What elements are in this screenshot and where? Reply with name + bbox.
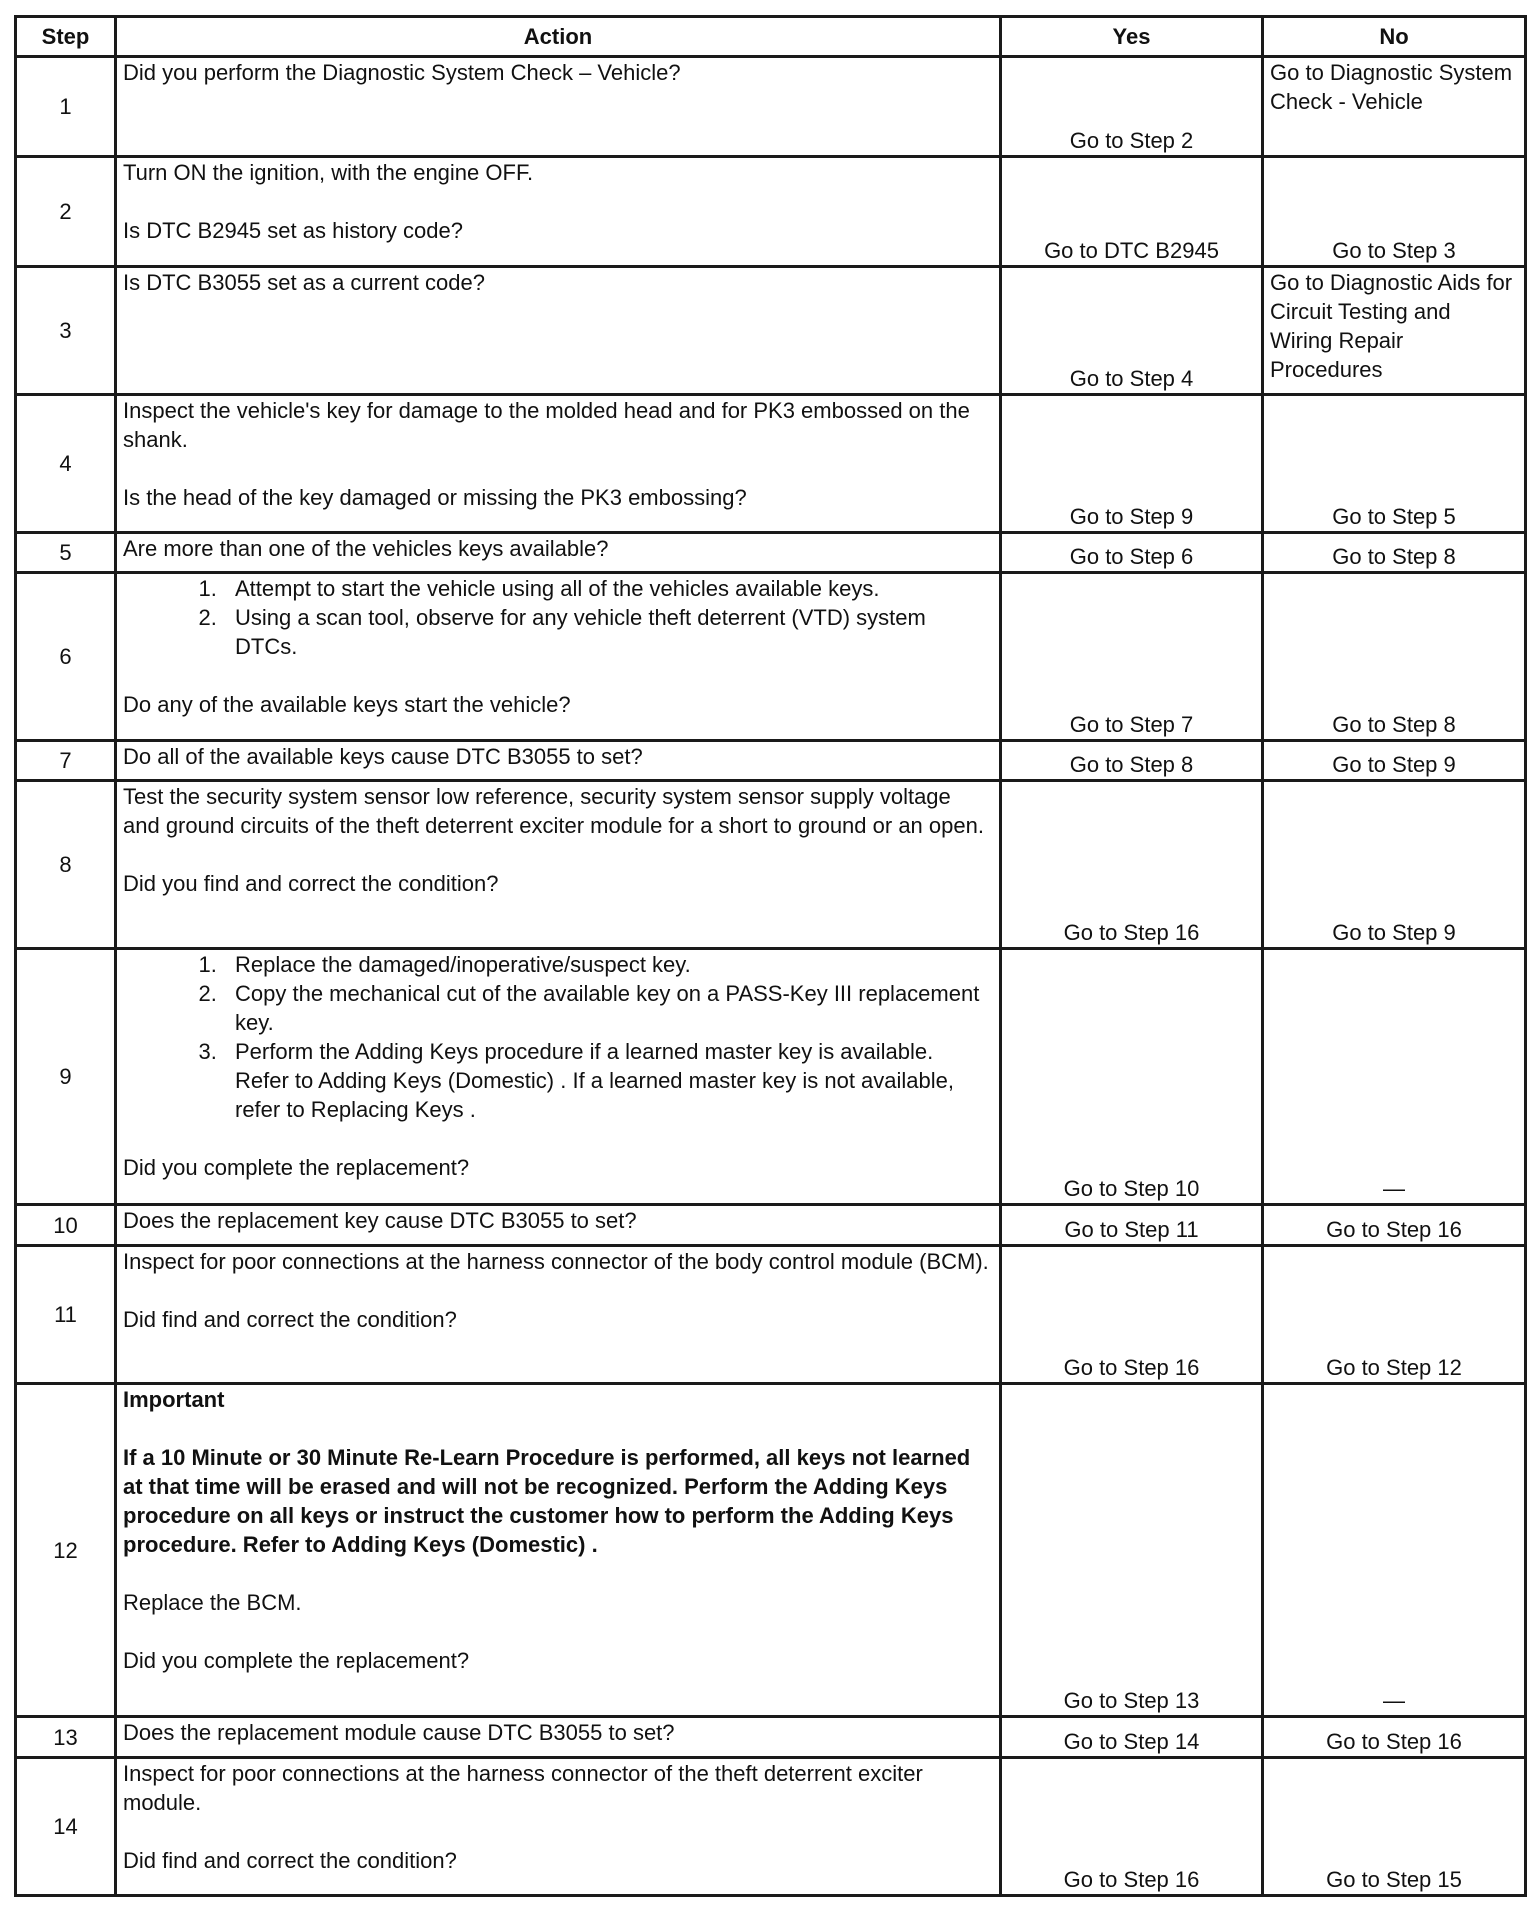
header-row xyxy=(16,17,1526,57)
action-question: Did you find and correct the condition? xyxy=(123,871,499,896)
table-row xyxy=(16,1717,1526,1758)
yes-outcome: Go to Step 6 xyxy=(1001,533,1263,573)
step-number: 12 xyxy=(16,1384,116,1717)
no-outcome: — xyxy=(1263,1384,1526,1717)
action-question: Is DTC B2945 set as history code? xyxy=(123,218,463,243)
header-yes: Yes xyxy=(1001,17,1263,57)
list-item: 1. Attempt to start the vehicle using all of the vehicles available keys. xyxy=(223,574,993,603)
yes-outcome: Go to Step 11 xyxy=(1001,1205,1263,1246)
header-no: No xyxy=(1263,17,1526,57)
action-question: Is the head of the key damaged or missing the PK3 embossing? xyxy=(123,485,747,510)
action-steps-list xyxy=(123,950,993,1124)
step-number: 8 xyxy=(16,781,116,949)
no-outcome: Go to Step 8 xyxy=(1263,533,1526,573)
no-outcome: Go to Diagnostic System Check - Vehicle xyxy=(1263,57,1526,157)
action-text: Does the replacement module cause DTC B3055 to set? xyxy=(116,1717,1001,1758)
yes-outcome: Go to Step 10 xyxy=(1001,949,1263,1205)
table-row xyxy=(16,395,1526,533)
action-text: Does the replacement key cause DTC B3055 to set? xyxy=(116,1205,1001,1246)
step-number: 11 xyxy=(16,1246,116,1384)
action-cell xyxy=(116,573,1001,741)
header-action: Action xyxy=(116,17,1001,57)
table-row xyxy=(16,533,1526,573)
action-question: Do any of the available keys start the vehicle? xyxy=(123,692,571,717)
yes-outcome: Go to Step 4 xyxy=(1001,267,1263,395)
no-outcome: Go to Step 15 xyxy=(1263,1758,1526,1896)
important-notice: If a 10 Minute or 30 Minute Re-Learn Procedure is performed, all keys not learned at that time will be erased and will not be recognized. Perform the Adding Keys procedure on all keys or instruct the customer how to perform the Adding Keys procedure. Refer to Adding Keys (Domestic) . xyxy=(123,1445,971,1557)
action-question: Did find and correct the condition? xyxy=(123,1307,457,1332)
no-outcome: — xyxy=(1263,949,1526,1205)
no-outcome: Go to Step 16 xyxy=(1263,1205,1526,1246)
yes-outcome: Go to Step 2 xyxy=(1001,57,1263,157)
table-row xyxy=(16,781,1526,949)
table-row xyxy=(16,949,1526,1205)
action-cell xyxy=(116,395,1001,533)
table-row xyxy=(16,157,1526,267)
action-text: Inspect for poor connections at the harness connector of the theft deterrent exciter module. xyxy=(123,1761,923,1815)
action-question: Did you complete the replacement? xyxy=(123,1155,470,1180)
action-text: Inspect the vehicle's key for damage to the molded head and for PK3 embossed on the shank. xyxy=(123,398,970,452)
step-number: 7 xyxy=(16,741,116,781)
yes-outcome: Go to Step 8 xyxy=(1001,741,1263,781)
step-number: 6 xyxy=(16,573,116,741)
action-cell xyxy=(116,949,1001,1205)
step-number: 2 xyxy=(16,157,116,267)
header-step: Step xyxy=(16,17,116,57)
yes-outcome: Go to Step 13 xyxy=(1001,1384,1263,1717)
table-row xyxy=(16,1384,1526,1717)
list-item: 2. Copy the mechanical cut of the available key on a PASS-Key III replacement key. xyxy=(223,979,993,1037)
action-question: Did find and correct the condition? xyxy=(123,1848,457,1873)
action-cell xyxy=(116,781,1001,949)
diagnostic-table xyxy=(14,15,1527,1897)
action-text: Is DTC B3055 set as a current code? xyxy=(116,267,1001,395)
yes-outcome: Go to Step 7 xyxy=(1001,573,1263,741)
table-row xyxy=(16,57,1526,157)
action-cell xyxy=(116,1384,1001,1717)
action-steps-list xyxy=(123,574,993,661)
no-outcome: Go to Step 8 xyxy=(1263,573,1526,741)
step-number: 9 xyxy=(16,949,116,1205)
step-number: 3 xyxy=(16,267,116,395)
no-outcome: Go to Step 9 xyxy=(1263,741,1526,781)
important-title: Important xyxy=(123,1387,225,1412)
step-number: 4 xyxy=(16,395,116,533)
table-row xyxy=(16,1205,1526,1246)
action-text: Turn ON the ignition, with the engine OFF. xyxy=(123,160,534,185)
step-number: 13 xyxy=(16,1717,116,1758)
action-text: Replace the BCM. xyxy=(123,1590,302,1615)
yes-outcome: Go to DTC B2945 xyxy=(1001,157,1263,267)
no-outcome: Go to Step 12 xyxy=(1263,1246,1526,1384)
action-text: Are more than one of the vehicles keys available? xyxy=(116,533,1001,573)
yes-outcome: Go to Step 16 xyxy=(1001,781,1263,949)
step-number: 1 xyxy=(16,57,116,157)
yes-outcome: Go to Step 16 xyxy=(1001,1246,1263,1384)
yes-outcome: Go to Step 9 xyxy=(1001,395,1263,533)
no-outcome: Go to Diagnostic Aids for Circuit Testing and Wiring Repair Procedures xyxy=(1263,267,1526,395)
table-row xyxy=(16,1758,1526,1896)
action-cell xyxy=(116,1246,1001,1384)
action-text: Inspect for poor connections at the harness connector of the body control module (BCM). xyxy=(123,1249,989,1274)
table-row xyxy=(16,267,1526,395)
step-number: 10 xyxy=(16,1205,116,1246)
table-row xyxy=(16,1246,1526,1384)
action-cell xyxy=(116,1758,1001,1896)
step-number: 5 xyxy=(16,533,116,573)
list-item: 1. Replace the damaged/inoperative/suspect key. xyxy=(223,950,993,979)
action-cell xyxy=(116,157,1001,267)
yes-outcome: Go to Step 14 xyxy=(1001,1717,1263,1758)
action-text: Did you perform the Diagnostic System Check – Vehicle? xyxy=(116,57,1001,157)
step-number: 14 xyxy=(16,1758,116,1896)
action-text: Do all of the available keys cause DTC B3055 to set? xyxy=(116,741,1001,781)
action-question: Did you complete the replacement? xyxy=(123,1648,470,1673)
no-outcome: Go to Step 9 xyxy=(1263,781,1526,949)
no-outcome: Go to Step 16 xyxy=(1263,1717,1526,1758)
table-row xyxy=(16,741,1526,781)
yes-outcome: Go to Step 16 xyxy=(1001,1758,1263,1896)
no-outcome: Go to Step 3 xyxy=(1263,157,1526,267)
action-text: Test the security system sensor low reference, security system sensor supply voltage and ground circuits of the theft deterrent exciter module for a short to ground or an open. xyxy=(123,784,984,838)
list-item: 2. Using a scan tool, observe for any vehicle theft deterrent (VTD) system DTCs. xyxy=(223,603,993,661)
list-item: 3. Perform the Adding Keys procedure if a learned master key is available. Refer to Adding Keys (Domestic) . If a learned master key is not available, refer to Replacing Keys . xyxy=(223,1037,993,1124)
table-row xyxy=(16,573,1526,741)
no-outcome: Go to Step 5 xyxy=(1263,395,1526,533)
